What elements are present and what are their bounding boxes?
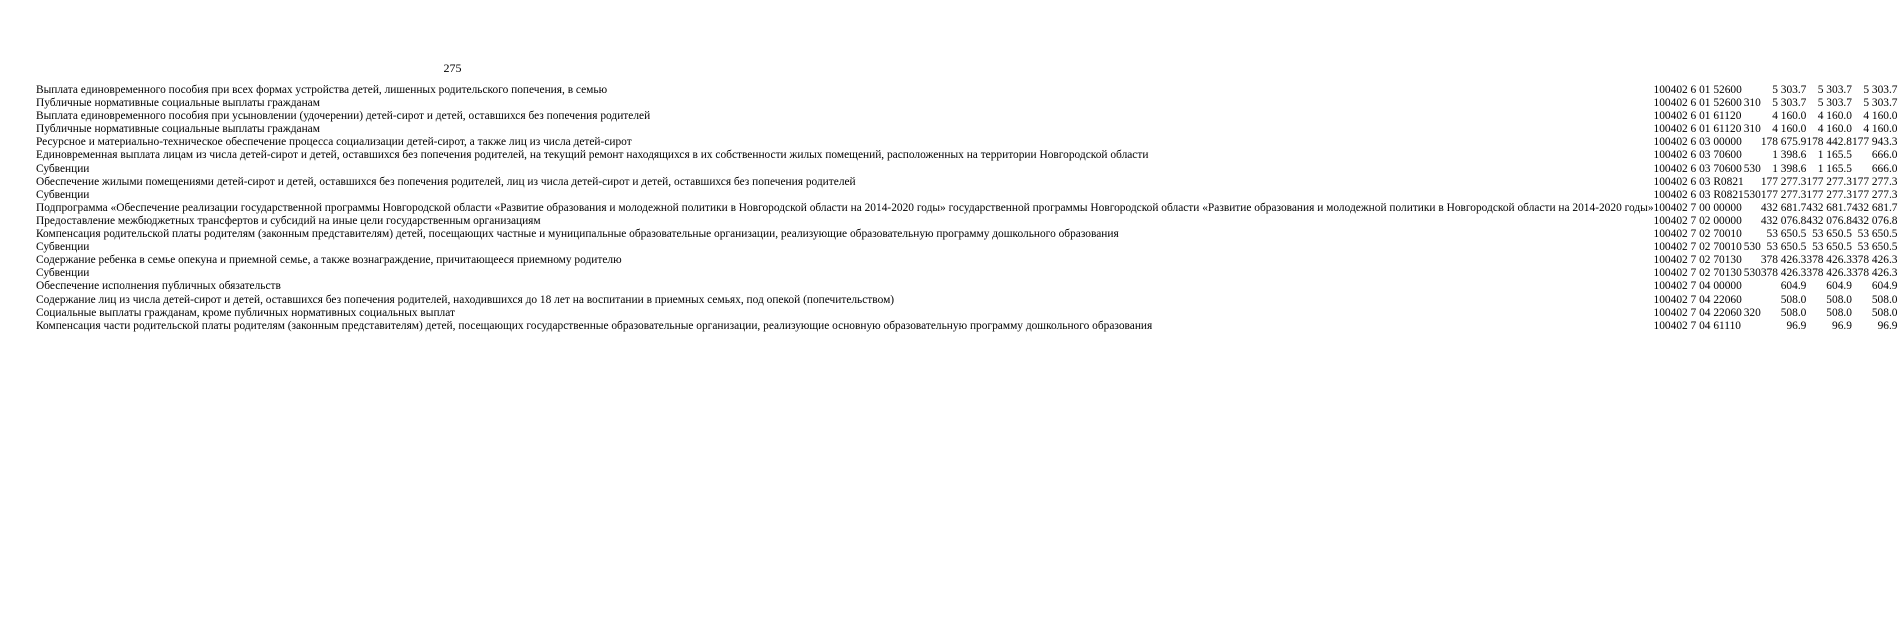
table-row xyxy=(36,164,1898,177)
amount-year-2: 1 165.5 xyxy=(1817,149,1852,162)
amount-year-2: 177 277.3 xyxy=(1806,188,1852,201)
section-code: 10 xyxy=(1653,97,1665,110)
section-code: 10 xyxy=(1653,319,1665,332)
item-name: Компенсация части родительской платы родителям (законным представителям) детей, посещающих государственные образовательные организации, реализующие основную образовательную программу дошкольного образования xyxy=(36,319,1153,332)
amount-year-1: 432 681.7 xyxy=(1760,201,1807,214)
amount-year-3: 177 277.3 xyxy=(1851,188,1898,201)
target-article-code: 02 7 04 61110 xyxy=(1676,319,1741,332)
item-name: Субвенции xyxy=(36,188,90,201)
expense-type-code: 530 xyxy=(1743,241,1761,254)
section-code: 10 xyxy=(1653,306,1665,319)
amount-year-2: 1 165.5 xyxy=(1817,162,1852,175)
amount-year-2: 5 303.7 xyxy=(1817,97,1852,110)
target-article-code: 02 7 02 70130 xyxy=(1676,267,1742,280)
subsection-code: 04 xyxy=(1664,201,1677,214)
target-article-code: 02 6 03 R0821 xyxy=(1676,188,1744,201)
amount-year-1: 178 675.9 xyxy=(1760,136,1807,149)
target-article-code: 02 6 03 70600 xyxy=(1676,149,1742,162)
target-article-code: 02 7 00 00000 xyxy=(1676,201,1742,214)
target-article-code: 02 6 01 52600 xyxy=(1676,84,1742,96)
amount-year-3: 432 681.7 xyxy=(1851,201,1898,214)
amount-year-1: 177 277.3 xyxy=(1760,175,1807,188)
amount-year-2: 96.9 xyxy=(1832,319,1852,332)
item-name: Социальные выплаты гражданам, кроме публичных нормативных социальных выплат xyxy=(36,306,455,319)
item-name: Субвенции xyxy=(36,267,90,280)
amount-year-1: 378 426.3 xyxy=(1760,267,1807,280)
item-name: Единовременная выплата лицам из числа детей-сирот и детей, оставшихся без попечения родителей, на текущий ремонт находящихся в их собственности жилых помещений, расположенных на территории Новгородской области xyxy=(36,149,1149,162)
section-code: 10 xyxy=(1653,162,1665,175)
target-article-code: 02 6 03 00000 xyxy=(1676,136,1742,149)
subsection-code: 04 xyxy=(1664,267,1677,280)
target-article-code: 02 6 03 R0821 xyxy=(1676,175,1744,188)
section-code: 10 xyxy=(1653,84,1665,96)
amount-year-1: 1 398.6 xyxy=(1772,149,1807,162)
target-article-code: 02 7 02 00000 xyxy=(1676,214,1742,227)
amount-year-2: 432 076.8 xyxy=(1806,214,1852,227)
amount-year-3: 666.0 xyxy=(1871,149,1898,162)
subsection-code: 04 xyxy=(1664,188,1677,201)
amount-year-3: 4 160.0 xyxy=(1863,123,1898,136)
subsection-code: 04 xyxy=(1664,175,1677,188)
item-name: Выплата единовременного пособия при усыновлении (удочерении) детей-сирот и детей, оставшихся без попечения родителей xyxy=(36,110,651,123)
amount-year-2: 53 650.5 xyxy=(1812,241,1852,254)
amount-year-2: 177 277.3 xyxy=(1806,175,1852,188)
amount-year-2: 178 442.8 xyxy=(1806,136,1852,149)
table-row xyxy=(36,268,1898,281)
item-name: Субвенции xyxy=(36,241,90,254)
amount-year-1: 4 160.0 xyxy=(1772,110,1807,123)
amount-year-1: 4 160.0 xyxy=(1772,123,1807,136)
expense-type-code: 310 xyxy=(1743,123,1761,136)
target-article-code: 02 7 02 70010 xyxy=(1676,241,1742,254)
item-name: Содержание ребенка в семье опекуна и приемной семье, а также вознаграждение, причитающееся приемному родителю xyxy=(36,254,622,267)
amount-year-3: 5 303.7 xyxy=(1863,97,1898,110)
amount-year-3: 53 650.5 xyxy=(1857,228,1898,241)
subsection-code: 04 xyxy=(1664,123,1677,136)
amount-year-3: 508.0 xyxy=(1871,306,1898,319)
amount-year-1: 5 303.7 xyxy=(1772,84,1807,96)
amount-year-1: 604.9 xyxy=(1780,280,1807,293)
subsection-code: 04 xyxy=(1664,84,1677,96)
amount-year-3: 96.9 xyxy=(1877,319,1898,332)
expense-type-code xyxy=(1744,150,1761,163)
target-article-code: 02 6 01 61120 xyxy=(1676,123,1742,136)
amount-year-2: 508.0 xyxy=(1826,293,1852,306)
section-code: 10 xyxy=(1653,254,1665,267)
table-row xyxy=(36,321,1898,334)
target-article-code: 02 7 02 70130 xyxy=(1676,254,1742,267)
item-name: Обеспечение исполнения публичных обязательств xyxy=(36,280,281,293)
section-code: 10 xyxy=(1653,149,1665,162)
table-row xyxy=(36,190,1898,203)
expense-type-code: 530 xyxy=(1743,162,1761,175)
target-article-code: 02 6 01 52600 xyxy=(1676,97,1742,110)
item-name: Публичные нормативные социальные выплаты гражданам xyxy=(36,123,320,136)
amount-year-2: 53 650.5 xyxy=(1812,228,1852,241)
item-name: Публичные нормативные социальные выплаты гражданам xyxy=(36,97,320,110)
expense-type-code: 310 xyxy=(1743,97,1761,110)
subsection-code: 04 xyxy=(1664,293,1677,306)
item-name: Ресурсное и материально-техническое обеспечение процесса социализации детей-сирот, а также лиц из числа детей-сирот xyxy=(36,136,632,149)
expense-type-code xyxy=(1744,203,1761,216)
subsection-code: 04 xyxy=(1664,110,1677,123)
item-name: Компенсация родительской платы родителям (законным представителям) детей, посещающих частные и муниципальные образовательные организации, реализующие образовательную программу дошкольного образования xyxy=(36,228,1119,241)
table-row xyxy=(36,150,1898,163)
amount-year-3: 53 650.5 xyxy=(1857,241,1898,254)
subsection-code: 04 xyxy=(1664,97,1677,110)
section-code: 10 xyxy=(1653,267,1665,280)
amount-year-2: 508.0 xyxy=(1826,306,1852,319)
amount-year-1: 1 398.6 xyxy=(1772,162,1807,175)
amount-year-3: 5 303.7 xyxy=(1863,84,1898,96)
subsection-code: 04 xyxy=(1664,241,1677,254)
expense-type-code xyxy=(1744,137,1761,150)
section-code: 10 xyxy=(1653,241,1665,254)
expense-type-code xyxy=(1744,295,1761,308)
subsection-code: 04 xyxy=(1664,214,1677,227)
item-name: Субвенции xyxy=(36,162,90,175)
table-row xyxy=(36,255,1898,268)
amount-year-1: 432 076.8 xyxy=(1760,214,1807,227)
amount-year-3: 378 426.3 xyxy=(1851,267,1898,280)
amount-year-2: 378 426.3 xyxy=(1806,267,1852,280)
table-row xyxy=(36,281,1898,294)
subsection-code: 04 xyxy=(1664,149,1677,162)
page-number: 275 xyxy=(443,61,462,75)
section-code: 10 xyxy=(1653,136,1665,149)
amount-year-1: 53 650.5 xyxy=(1766,241,1807,254)
item-name: Выплата единовременного пособия при всех формах устройства детей, лишенных родительского попечения, в семью xyxy=(36,84,608,96)
amount-year-1: 5 303.7 xyxy=(1772,97,1807,110)
amount-year-2: 5 303.7 xyxy=(1817,84,1852,96)
table-row xyxy=(36,308,1898,321)
amount-year-1: 53 650.5 xyxy=(1766,228,1807,241)
item-name: Предоставление межбюджетных трансфертов и субсидий на иные цели государственным организациям xyxy=(36,214,541,227)
amount-year-2: 432 681.7 xyxy=(1806,201,1852,214)
amount-year-1: 508.0 xyxy=(1780,293,1807,306)
item-name: Подпрограмма «Обеспечение реализации государственной программы Новгородской области «Развитие образования и молодежной политики в Новгородской области на 2014-2020 годы» государственной программы Новгородской области «Развитие образования и молодежной политики в Новгородской области на 2014-2020 годы» xyxy=(36,201,1654,214)
amount-year-3: 4 160.0 xyxy=(1863,110,1898,123)
expense-type-code: 530 xyxy=(1743,188,1761,201)
table-row xyxy=(36,295,1898,308)
section-code: 10 xyxy=(1653,110,1665,123)
table-row xyxy=(36,203,1898,216)
amount-year-3: 604.9 xyxy=(1871,280,1898,293)
target-article-code: 02 7 04 00000 xyxy=(1676,280,1742,293)
section-code: 10 xyxy=(1653,280,1665,293)
amount-year-1: 177 277.3 xyxy=(1760,188,1807,201)
table-row xyxy=(36,229,1898,242)
amount-year-2: 604.9 xyxy=(1826,280,1852,293)
expense-type-code: 530 xyxy=(1743,267,1761,280)
section-code: 10 xyxy=(1653,228,1665,241)
subsection-code: 04 xyxy=(1664,280,1677,293)
budget-table-body xyxy=(36,85,1898,334)
subsection-code: 04 xyxy=(1664,306,1677,319)
target-article-code: 02 6 01 61120 xyxy=(1676,110,1742,123)
table-row xyxy=(36,177,1898,190)
budget-table xyxy=(36,85,1898,334)
target-article-code: 02 7 02 70010 xyxy=(1676,228,1742,241)
section-code: 10 xyxy=(1653,123,1665,136)
target-article-code: 02 7 04 22060 xyxy=(1676,293,1742,306)
target-article-code: 02 7 04 22060 xyxy=(1676,306,1742,319)
target-article-code: 02 6 03 70600 xyxy=(1676,162,1742,175)
amount-year-3: 666.0 xyxy=(1871,162,1898,175)
item-name: Обеспечение жилыми помещениями детей-сирот и детей, оставшихся без попечения родителей, лиц из числа детей-сирот и детей, оставшихся без попечения родителей xyxy=(36,175,856,188)
expense-type-code xyxy=(1744,216,1761,229)
section-code: 10 xyxy=(1653,214,1665,227)
amount-year-1: 96.9 xyxy=(1786,319,1807,332)
item-name: Содержание лиц из числа детей-сирот и детей, оставшихся без попечения родителей, находившихся до 18 лет на воспитании в приемных семьях, под опекой (попечительством) xyxy=(36,293,895,306)
amount-year-3: 177 277.3 xyxy=(1851,175,1898,188)
amount-year-3: 508.0 xyxy=(1871,293,1898,306)
subsection-code: 04 xyxy=(1664,228,1677,241)
expense-type-code xyxy=(1744,177,1761,190)
expense-type-code: 320 xyxy=(1743,306,1761,319)
amount-year-3: 432 076.8 xyxy=(1851,214,1898,227)
amount-year-3: 378 426.3 xyxy=(1851,254,1898,267)
amount-year-1: 508.0 xyxy=(1780,306,1807,319)
subsection-code: 04 xyxy=(1664,162,1677,175)
amount-year-3: 177 943.3 xyxy=(1851,136,1898,149)
section-code: 10 xyxy=(1653,188,1665,201)
amount-year-2: 378 426.3 xyxy=(1806,254,1852,267)
subsection-code: 04 xyxy=(1664,319,1677,332)
subsection-code: 04 xyxy=(1664,254,1677,267)
section-code: 10 xyxy=(1653,175,1665,188)
amount-year-2: 4 160.0 xyxy=(1817,110,1852,123)
amount-year-2: 4 160.0 xyxy=(1817,123,1852,136)
subsection-code: 04 xyxy=(1664,136,1677,149)
section-code: 10 xyxy=(1653,201,1665,214)
section-code: 10 xyxy=(1653,293,1665,306)
amount-year-1: 378 426.3 xyxy=(1760,254,1807,267)
expense-type-code xyxy=(1744,281,1761,294)
expense-type-code xyxy=(1744,321,1761,334)
